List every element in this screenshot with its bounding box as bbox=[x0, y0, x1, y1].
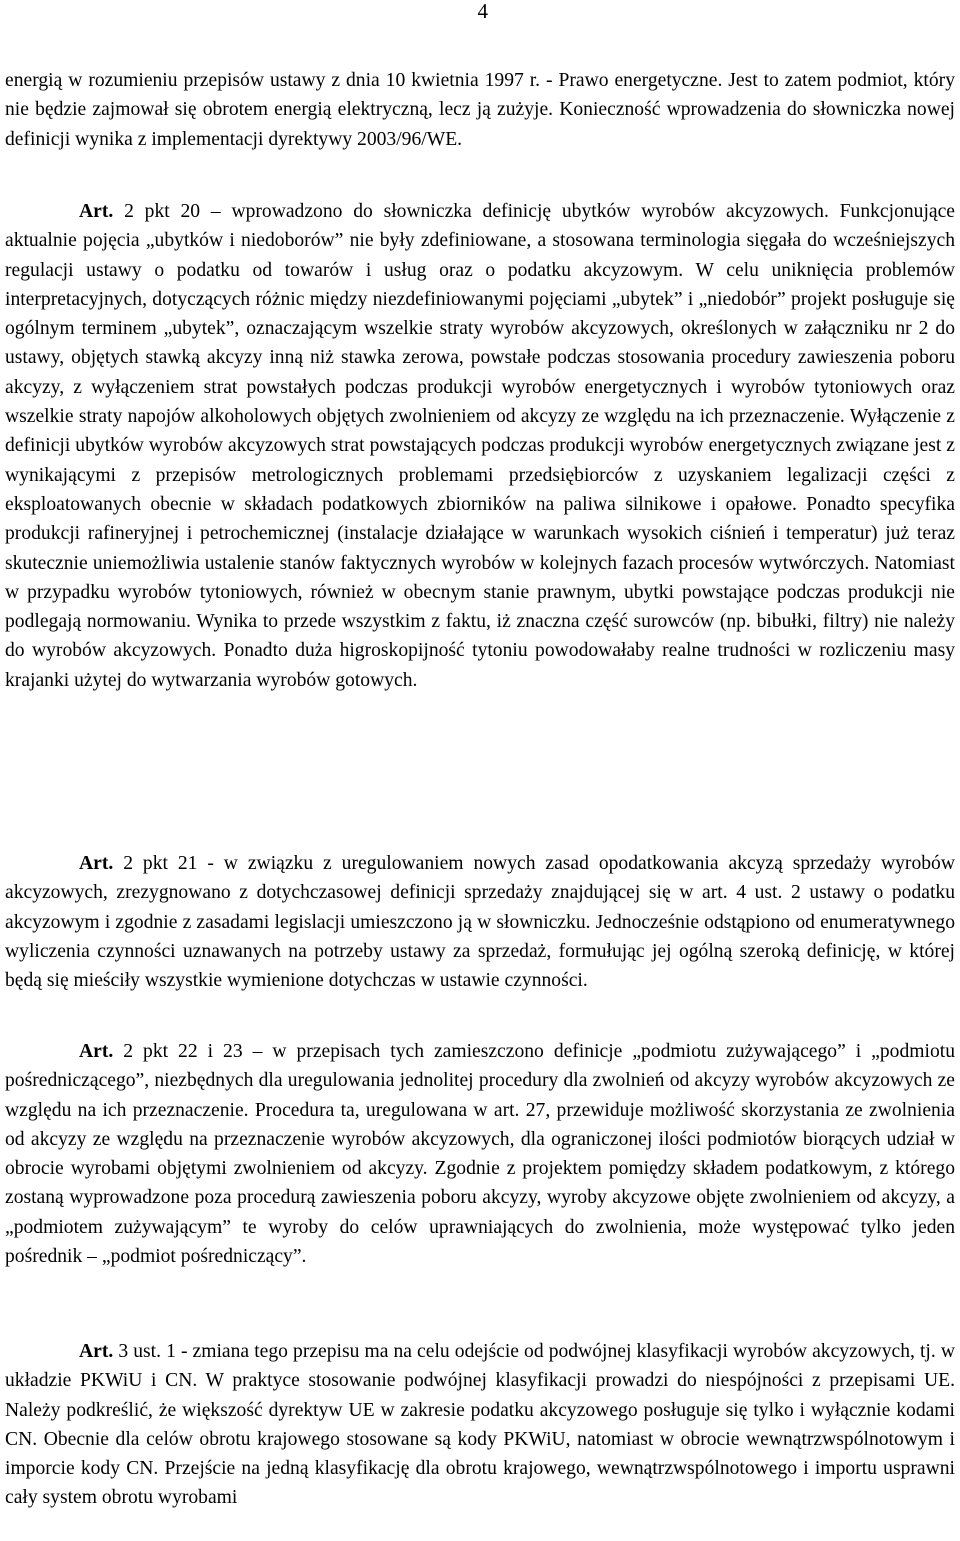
article-heading: Art. bbox=[79, 1341, 114, 1362]
paragraph-art-3-ust-1 bbox=[5, 1337, 955, 1513]
paragraph-art-2-pkt-21 bbox=[5, 849, 955, 995]
paragraph-text: 2 pkt 20 – wprowadzono do słowniczka definicję ubytków wyrobów akcyzowych. Funkcjonujące aktualnie pojęcia „ubytków i niedoborów” nie były zdefiniowane, a stosowana terminologia sięgała do wcześniejszych regulacji ustawy o podatku od towarów i usług oraz o podatku akcyzowym. W celu uniknięcia problemów interpretacyjnych, dotyczących różnic między niezdefiniowanymi pojęciami „ubytek” i „niedobór” projekt posługuje się ogólnym terminem „ubytek”, oznaczającym wszelkie straty wyrobów akcyzowych, określonych w załączniku nr 2 do ustawy, objętych stawką akcyzy inną niż stawka zerowa, powstałe podczas stosowania procedury zawieszenia poboru akcyzy, z wyłączeniem strat powstałych podczas produkcji wyrobów energetycznych i wyrobów tytoniowych oraz wszelkie straty napojów alkoholowych objętych zwolnieniem od akcyzy ze względu na ich przeznaczenie. Wyłączenie z definicji ubytków wyrobów akcyzowych strat powstających podczas produkcji wyrobów energetycznych związane jest z wynikającymi z przepisów metrologicznych problemami przedsiębiorców z uzyskaniem legalizacji części z eksploatowanych obecnie w składach podatkowych zbiorników na paliwa silnikowe i opałowe. Ponadto specyfika produkcji rafineryjnej i petrochemicznej (instalacje działające w warunkach wysokich ciśnień i temperatur) już teraz skutecznie uniemożliwia ustalenie stanów faktycznych wyrobów w kolejnych fazach procesów wytwórczych. Natomiast w przypadku wyrobów tytoniowych, również w obecnym stanie prawnym, ubytki powstające podczas produkcji nie podlegają normowaniu. Wynika to przede wszystkim z faktu, iż znaczna część surowców (np. bibułki, filtry) nie należy do wyrobów akcyzowych. Ponadto duża higroskopijność tytoniu powodowałaby realne trudności w rozliczeniu masy krajanki użytej do wytwarzania wyrobów gotowych. bbox=[5, 201, 955, 691]
paragraph-text: energią w rozumieniu przepisów ustawy z dnia 10 kwietnia 1997 r. - Prawo energetyczne. Jest to zatem podmiot, który nie będzie zajmował się obrotem energią elektryczną, lecz ją zużyje. Konieczność wprowadzenia do słowniczka nowej definicji wynika z implementacji dyrektywy 2003/96/WE. bbox=[5, 70, 955, 150]
article-heading: Art. bbox=[79, 201, 114, 222]
page-number: 4 bbox=[477, 0, 488, 23]
paragraph-text: 2 pkt 21 - w związku z uregulowaniem nowych zasad opodatkowania akcyzą sprzedaży wyrobów akcyzowych, zrezygnowano z dotychczasowej definicji sprzedaży znajdującej się w art. 4 ust. 2 ustawy o podatku akcyzowym i zgodnie z zasadami legislacji umieszczono ją w słowniczku. Jednocześnie odstąpiono od enumeratywnego wyliczenia czynności uznawanych na potrzeby ustawy za sprzedaż, formułując jej ogólną szeroką definicję, w której będą się mieściły wszystkie wymienione dotychczas w ustawie czynności. bbox=[5, 853, 955, 992]
paragraph-energy-consumer-definition bbox=[5, 66, 955, 154]
paragraph-art-2-pkt-20 bbox=[5, 197, 955, 695]
paragraph-text: 3 ust. 1 - zmiana tego przepisu ma na celu odejście od podwójnej klasyfikacji wyrobów akcyzowych, tj. w układzie PKWiU i CN. W praktyce stosowanie podwójnej klasyfikacji prowadzi do niespójności z przepisami UE. Należy podkreślić, że większość dyrektyw UE w zakresie podatku akcyzowego posługuje się tylko i wyłącznie kodami CN. Obecnie dla celów obrotu krajowego stosowane są kody PKWiU, natomiast w obrocie wewnątrzwspólnotowym i imporcie kody CN. Przejście na jedną klasyfikację dla obrotu krajowego, wewnątrzwspólnotowego i importu usprawni cały system obrotu wyrobami bbox=[5, 1341, 955, 1509]
article-heading: Art. bbox=[79, 1041, 114, 1062]
article-heading: Art. bbox=[79, 853, 114, 874]
paragraph-text: 2 pkt 22 i 23 – w przepisach tych zamieszczono definicje „podmiotu zużywającego” i „podmiotu pośredniczącego”, niezbędnych dla uregulowania jednolitej procedury dla zwolnień od akcyzy wyrobów akcyzowych ze względu na ich przeznaczenie. Procedura ta, uregulowana w art. 27, przewiduje możliwość skorzystania ze zwolnienia od akcyzy ze względu na przeznaczenie wyrobów akcyzowych, dla ograniczonej ilości podmiotów biorących udział w obrocie wyrobami objętymi zwolnieniem od akcyzy. Zgodnie z projektem pomiędzy składem podatkowym, z którego zostaną wyprowadzone poza procedurą zawieszenia poboru akcyzy, wyroby akcyzowe objęte zwolnieniem od akcyzy, a „podmiotem zużywającym” te wyroby do celów uprawniających do zwolnienia, może występować tylko jeden pośrednik – „podmiot pośredniczący”. bbox=[5, 1041, 955, 1268]
paragraph-art-2-pkt-22-23 bbox=[5, 1037, 955, 1271]
